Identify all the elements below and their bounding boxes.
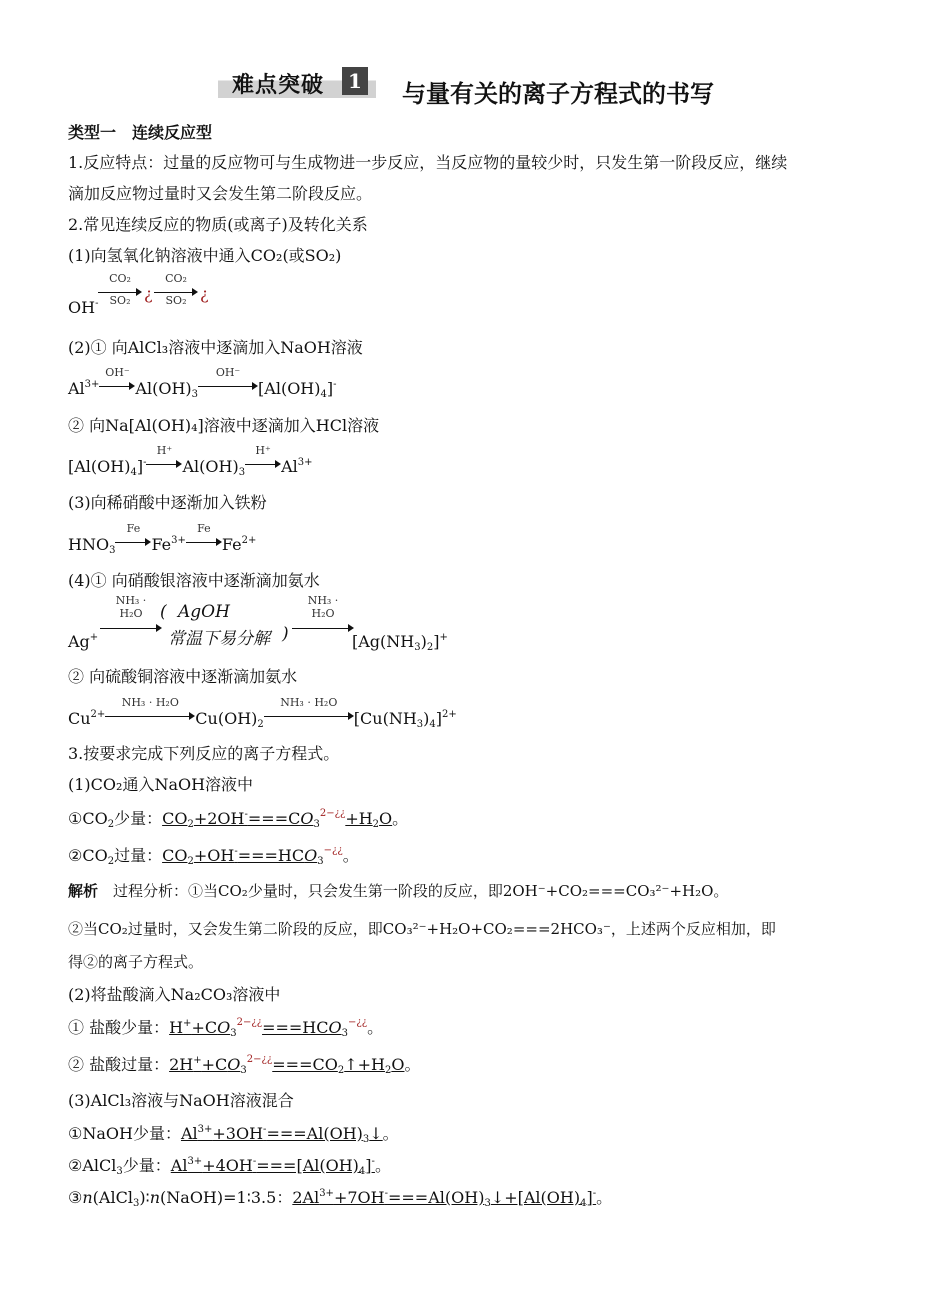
question-1: (1)CO₂通入NaOH溶液中 xyxy=(68,775,254,794)
equation-al3: $Al^{3+}$ OH⁻ $Al(OH)_3$ OH⁻ $[Al(OH)_4]^-$ xyxy=(68,366,337,400)
reaction-arrow: NH₃ · H₂O xyxy=(264,708,354,724)
equation-oh-co2: OH- CO₂ SO₂ ¿ CO₂ SO₂ ¿ xyxy=(68,272,209,317)
reaction-arrow: CO₂ SO₂ xyxy=(98,284,142,300)
paragraph-3: 3.按要求完成下列反应的离子方程式。 xyxy=(68,744,340,763)
section-badge xyxy=(218,66,376,98)
answer-3-3: ③n(AlCl$_3$)∶n(NaOH)=1∶3.5：$2Al^{3+}+7OH^-===Al(OH)_3↓+[Al(OH)_4]^-$。 xyxy=(68,1188,613,1209)
reaction-arrow: Fe xyxy=(186,534,222,550)
paragraph-1a: 1.反应特点：过量的反应物可与生成物进一步反应，当反应物的量较少时，只发生第一阶段反应，继续 xyxy=(68,153,788,172)
equation-hno3: $HNO_3$ Fe $Fe^{3+}$ Fe $Fe^{2+}$ xyxy=(68,522,257,556)
equation-ag: Ag+ NH₃ · H₂O ( AgOH 常温下易分解 ) NH₃ · H₂O $[Ag(NH_3)_2]^+$ xyxy=(68,594,448,653)
reaction-arrow: H⁺ xyxy=(146,456,182,472)
reaction-arrow: NH₃ · H₂O xyxy=(105,708,195,724)
paragraph-2: 2.常见连续反应的物质(或离子)及转化关系 xyxy=(68,215,368,234)
equation-aloh4: $[Al(OH)_4]^-$ H⁺ $Al(OH)_3$ H⁺ $Al^{3+}$ xyxy=(68,444,313,478)
reaction-arrow: OH⁻ xyxy=(99,378,135,394)
analysis-line-3: 得②的离子方程式。 xyxy=(68,953,204,971)
answer-3-2: ②AlCl$_3$少量：$Al^{3+}+4OH^-===[Al(OH)_4]^-$。 xyxy=(68,1156,391,1177)
reaction-arrow: CO₂ SO₂ xyxy=(154,284,198,300)
subitem-4b: ② 向硫酸铜溶液中逐渐滴加氨水 xyxy=(68,667,298,686)
subitem-4: (4)① 向硝酸银溶液中逐渐滴加氨水 xyxy=(68,571,320,590)
answer-2-2: ② 盐酸过量：$2H^++CO_3^{2-¿¿}===CO_2↑+H_2O$。 xyxy=(68,1054,421,1076)
analysis-line-1: 解析 过程分析：①当CO₂少量时，只会发生第一阶段的反应，即2OH⁻+CO₂===CO₃²⁻+H₂O。 xyxy=(68,882,729,900)
analysis-line-2: ②当CO₂过量时，又会发生第二阶段的反应，即CO₃²⁻+H₂O+CO₂===2HCO₃⁻，上述两个反应相加，即 xyxy=(68,920,776,938)
question-2: (2)将盐酸滴入Na₂CO₃溶液中 xyxy=(68,985,281,1004)
reaction-arrow: OH⁻ xyxy=(198,378,258,394)
reaction-arrow: Fe xyxy=(115,534,151,550)
type-heading: 类型一 连续反应型 xyxy=(68,123,213,142)
page-title: 与量有关的离子方程式的书写 xyxy=(402,80,714,108)
subitem-1: (1)向氢氧化钠溶液中通入CO₂(或SO₂) xyxy=(68,246,342,265)
question-3: (3)AlCl₃溶液与NaOH溶液混合 xyxy=(68,1091,294,1110)
answer-1-1: $①CO_2$少量：$CO_2+2OH^-===CO_3^{2-¿¿}+H_2O$。 xyxy=(68,808,409,830)
badge-number: 1 xyxy=(342,67,368,95)
badge-text: 难点突破 xyxy=(232,72,325,98)
reaction-arrow: NH₃ · H₂O xyxy=(292,620,354,636)
reaction-arrow: H⁺ xyxy=(245,456,281,472)
answer-1-2: $②CO_2$过量：$CO_2+OH^-===HCO_3^{-¿¿}$。 xyxy=(68,845,359,867)
subitem-3: (3)向稀硝酸中逐渐加入铁粉 xyxy=(68,493,267,512)
answer-2-1: ① 盐酸少量：$H^++CO_3^{2-¿¿}===HCO_3^{-¿¿}$。 xyxy=(68,1017,384,1039)
paragraph-1b: 滴加反应物过量时又会发生第二阶段反应。 xyxy=(68,184,373,203)
subitem-2b: ② 向Na[Al(OH)₄]溶液中逐滴加入HCl溶液 xyxy=(68,416,380,435)
section-header xyxy=(218,66,778,106)
reaction-arrow: NH₃ · H₂O xyxy=(100,620,162,636)
equation-cu: $Cu^{2+}$ NH₃ · H₂O $Cu(OH)_2$ NH₃ · H₂O $[Cu(NH_3)_4]^{2+}$ xyxy=(68,696,457,730)
answer-3-1: ①NaOH少量：$Al^{3+}+3OH^-===Al(OH)_3↓$。 xyxy=(68,1124,399,1145)
subitem-2: (2)① 向AlCl₃溶液中逐滴加入NaOH溶液 xyxy=(68,338,363,357)
